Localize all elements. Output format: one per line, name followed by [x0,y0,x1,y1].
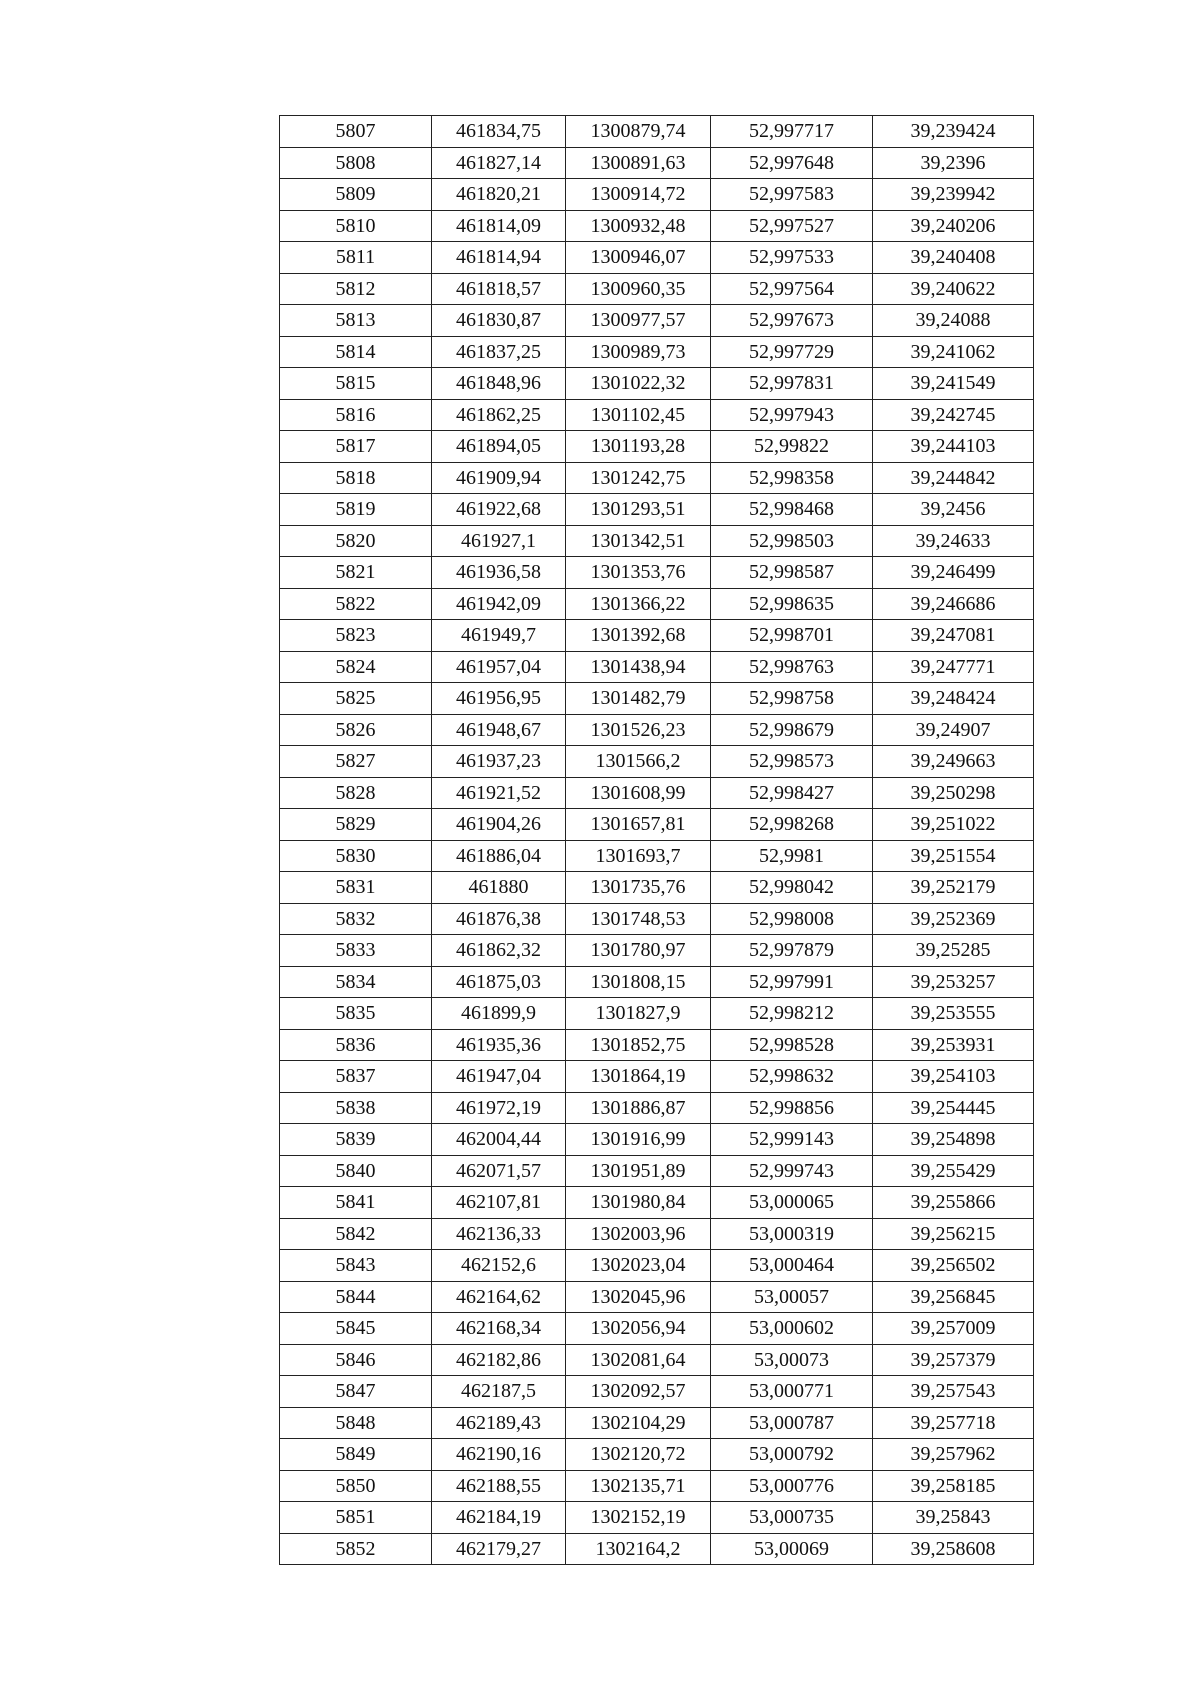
x-coordinate-cell: 461814,09 [432,210,566,242]
longitude-cell: 39,247081 [873,620,1034,652]
table-row [280,1533,1034,1565]
latitude-cell: 52,997831 [711,368,873,400]
table-row [280,1061,1034,1093]
x-coordinate-cell: 461848,96 [432,368,566,400]
table-row [280,903,1034,935]
x-coordinate-cell: 461949,7 [432,620,566,652]
longitude-cell: 39,257718 [873,1407,1034,1439]
y-coordinate-cell: 1300989,73 [566,336,711,368]
table-row [280,1092,1034,1124]
longitude-cell: 39,241549 [873,368,1034,400]
y-coordinate-cell: 1302164,2 [566,1533,711,1565]
longitude-cell: 39,258185 [873,1470,1034,1502]
y-coordinate-cell: 1301242,75 [566,462,711,494]
x-coordinate-cell: 461935,36 [432,1029,566,1061]
point-number-cell: 5838 [280,1092,432,1124]
table-row [280,1407,1034,1439]
table-row [280,1344,1034,1376]
latitude-cell: 53,00069 [711,1533,873,1565]
coordinates-table-body [280,116,1034,1565]
table-row [280,399,1034,431]
point-number-cell: 5817 [280,431,432,463]
longitude-cell: 39,253931 [873,1029,1034,1061]
point-number-cell: 5827 [280,746,432,778]
longitude-cell: 39,251022 [873,809,1034,841]
longitude-cell: 39,254898 [873,1124,1034,1156]
table-row [280,1187,1034,1219]
x-coordinate-cell: 461880 [432,872,566,904]
y-coordinate-cell: 1302135,71 [566,1470,711,1502]
y-coordinate-cell: 1300879,74 [566,116,711,148]
y-coordinate-cell: 1301748,53 [566,903,711,935]
y-coordinate-cell: 1301780,97 [566,935,711,967]
latitude-cell: 53,000464 [711,1250,873,1282]
point-number-cell: 5850 [280,1470,432,1502]
table-row [280,557,1034,589]
table-row [280,305,1034,337]
x-coordinate-cell: 462188,55 [432,1470,566,1502]
point-number-cell: 5819 [280,494,432,526]
x-coordinate-cell: 462189,43 [432,1407,566,1439]
point-number-cell: 5826 [280,714,432,746]
y-coordinate-cell: 1300932,48 [566,210,711,242]
point-number-cell: 5851 [280,1502,432,1534]
table-row [280,998,1034,1030]
latitude-cell: 52,997533 [711,242,873,274]
latitude-cell: 53,000771 [711,1376,873,1408]
y-coordinate-cell: 1302104,29 [566,1407,711,1439]
point-number-cell: 5828 [280,777,432,809]
y-coordinate-cell: 1302003,96 [566,1218,711,1250]
point-number-cell: 5810 [280,210,432,242]
x-coordinate-cell: 461899,9 [432,998,566,1030]
point-number-cell: 5847 [280,1376,432,1408]
longitude-cell: 39,24088 [873,305,1034,337]
x-coordinate-cell: 461827,14 [432,147,566,179]
point-number-cell: 5823 [280,620,432,652]
latitude-cell: 52,998573 [711,746,873,778]
y-coordinate-cell: 1301693,7 [566,840,711,872]
point-number-cell: 5848 [280,1407,432,1439]
y-coordinate-cell: 1300960,35 [566,273,711,305]
y-coordinate-cell: 1301864,19 [566,1061,711,1093]
x-coordinate-cell: 461956,95 [432,683,566,715]
longitude-cell: 39,242745 [873,399,1034,431]
table-row [280,116,1034,148]
y-coordinate-cell: 1301566,2 [566,746,711,778]
y-coordinate-cell: 1302056,94 [566,1313,711,1345]
latitude-cell: 52,998008 [711,903,873,935]
longitude-cell: 39,255429 [873,1155,1034,1187]
latitude-cell: 52,998268 [711,809,873,841]
longitude-cell: 39,2396 [873,147,1034,179]
y-coordinate-cell: 1300914,72 [566,179,711,211]
y-coordinate-cell: 1301293,51 [566,494,711,526]
table-row [280,368,1034,400]
latitude-cell: 53,000602 [711,1313,873,1345]
point-number-cell: 5813 [280,305,432,337]
latitude-cell: 52,997729 [711,336,873,368]
x-coordinate-cell: 462164,62 [432,1281,566,1313]
longitude-cell: 39,24633 [873,525,1034,557]
x-coordinate-cell: 461904,26 [432,809,566,841]
latitude-cell: 52,997648 [711,147,873,179]
longitude-cell: 39,256502 [873,1250,1034,1282]
table-row [280,1439,1034,1471]
table-row [280,966,1034,998]
point-number-cell: 5830 [280,840,432,872]
table-row [280,714,1034,746]
y-coordinate-cell: 1300891,63 [566,147,711,179]
x-coordinate-cell: 461921,52 [432,777,566,809]
table-row [280,525,1034,557]
point-number-cell: 5809 [280,179,432,211]
latitude-cell: 52,998763 [711,651,873,683]
latitude-cell: 52,997991 [711,966,873,998]
table-row [280,1029,1034,1061]
longitude-cell: 39,251554 [873,840,1034,872]
longitude-cell: 39,25285 [873,935,1034,967]
longitude-cell: 39,2456 [873,494,1034,526]
longitude-cell: 39,244103 [873,431,1034,463]
latitude-cell: 52,998587 [711,557,873,589]
longitude-cell: 39,257379 [873,1344,1034,1376]
y-coordinate-cell: 1302023,04 [566,1250,711,1282]
point-number-cell: 5836 [280,1029,432,1061]
y-coordinate-cell: 1301392,68 [566,620,711,652]
latitude-cell: 52,999143 [711,1124,873,1156]
x-coordinate-cell: 462190,16 [432,1439,566,1471]
latitude-cell: 52,998212 [711,998,873,1030]
latitude-cell: 52,999743 [711,1155,873,1187]
x-coordinate-cell: 462168,34 [432,1313,566,1345]
table-row [280,1218,1034,1250]
table-row [280,210,1034,242]
latitude-cell: 52,998701 [711,620,873,652]
table-row [280,620,1034,652]
y-coordinate-cell: 1301657,81 [566,809,711,841]
latitude-cell: 53,000065 [711,1187,873,1219]
point-number-cell: 5846 [280,1344,432,1376]
longitude-cell: 39,239942 [873,179,1034,211]
y-coordinate-cell: 1301353,76 [566,557,711,589]
x-coordinate-cell: 461927,1 [432,525,566,557]
y-coordinate-cell: 1301366,22 [566,588,711,620]
latitude-cell: 52,998635 [711,588,873,620]
x-coordinate-cell: 461837,25 [432,336,566,368]
x-coordinate-cell: 461922,68 [432,494,566,526]
longitude-cell: 39,257962 [873,1439,1034,1471]
table-row [280,746,1034,778]
point-number-cell: 5816 [280,399,432,431]
latitude-cell: 52,998758 [711,683,873,715]
point-number-cell: 5842 [280,1218,432,1250]
y-coordinate-cell: 1301022,32 [566,368,711,400]
point-number-cell: 5831 [280,872,432,904]
table-row [280,179,1034,211]
point-number-cell: 5829 [280,809,432,841]
x-coordinate-cell: 461909,94 [432,462,566,494]
x-coordinate-cell: 462182,86 [432,1344,566,1376]
x-coordinate-cell: 461894,05 [432,431,566,463]
point-number-cell: 5839 [280,1124,432,1156]
point-number-cell: 5818 [280,462,432,494]
y-coordinate-cell: 1301735,76 [566,872,711,904]
table-row [280,462,1034,494]
latitude-cell: 52,998528 [711,1029,873,1061]
point-number-cell: 5843 [280,1250,432,1282]
table-row [280,494,1034,526]
table-row [280,809,1034,841]
longitude-cell: 39,254445 [873,1092,1034,1124]
longitude-cell: 39,239424 [873,116,1034,148]
longitude-cell: 39,255866 [873,1187,1034,1219]
x-coordinate-cell: 462071,57 [432,1155,566,1187]
longitude-cell: 39,257543 [873,1376,1034,1408]
point-number-cell: 5837 [280,1061,432,1093]
table-row [280,651,1034,683]
latitude-cell: 53,00057 [711,1281,873,1313]
latitude-cell: 52,998042 [711,872,873,904]
x-coordinate-cell: 462187,5 [432,1376,566,1408]
y-coordinate-cell: 1302045,96 [566,1281,711,1313]
table-row [280,777,1034,809]
table-row [280,431,1034,463]
longitude-cell: 39,240622 [873,273,1034,305]
x-coordinate-cell: 462004,44 [432,1124,566,1156]
latitude-cell: 52,997879 [711,935,873,967]
table-row [280,1124,1034,1156]
x-coordinate-cell: 461937,23 [432,746,566,778]
x-coordinate-cell: 461875,03 [432,966,566,998]
latitude-cell: 53,000787 [711,1407,873,1439]
point-number-cell: 5808 [280,147,432,179]
y-coordinate-cell: 1301852,75 [566,1029,711,1061]
longitude-cell: 39,252369 [873,903,1034,935]
latitude-cell: 53,000792 [711,1439,873,1471]
longitude-cell: 39,250298 [873,777,1034,809]
x-coordinate-cell: 461834,75 [432,116,566,148]
latitude-cell: 52,997564 [711,273,873,305]
x-coordinate-cell: 462107,81 [432,1187,566,1219]
y-coordinate-cell: 1301951,89 [566,1155,711,1187]
y-coordinate-cell: 1301482,79 [566,683,711,715]
table-row [280,147,1034,179]
x-coordinate-cell: 461818,57 [432,273,566,305]
point-number-cell: 5822 [280,588,432,620]
point-number-cell: 5807 [280,116,432,148]
y-coordinate-cell: 1302120,72 [566,1439,711,1471]
table-row [280,1250,1034,1282]
y-coordinate-cell: 1301526,23 [566,714,711,746]
latitude-cell: 52,997717 [711,116,873,148]
longitude-cell: 39,247771 [873,651,1034,683]
x-coordinate-cell: 461862,25 [432,399,566,431]
point-number-cell: 5832 [280,903,432,935]
point-number-cell: 5835 [280,998,432,1030]
latitude-cell: 52,998427 [711,777,873,809]
latitude-cell: 53,000776 [711,1470,873,1502]
x-coordinate-cell: 462184,19 [432,1502,566,1534]
longitude-cell: 39,256215 [873,1218,1034,1250]
longitude-cell: 39,253257 [873,966,1034,998]
y-coordinate-cell: 1301193,28 [566,431,711,463]
y-coordinate-cell: 1302152,19 [566,1502,711,1534]
longitude-cell: 39,254103 [873,1061,1034,1093]
longitude-cell: 39,240408 [873,242,1034,274]
latitude-cell: 52,997673 [711,305,873,337]
y-coordinate-cell: 1300977,57 [566,305,711,337]
longitude-cell: 39,256845 [873,1281,1034,1313]
table-row [280,1281,1034,1313]
table-row [280,1470,1034,1502]
point-number-cell: 5849 [280,1439,432,1471]
latitude-cell: 53,000735 [711,1502,873,1534]
point-number-cell: 5841 [280,1187,432,1219]
x-coordinate-cell: 461820,21 [432,179,566,211]
point-number-cell: 5814 [280,336,432,368]
table-row [280,872,1034,904]
table-row [280,683,1034,715]
latitude-cell: 52,9981 [711,840,873,872]
table-row [280,1155,1034,1187]
longitude-cell: 39,25843 [873,1502,1034,1534]
y-coordinate-cell: 1301827,9 [566,998,711,1030]
table-row [280,273,1034,305]
longitude-cell: 39,241062 [873,336,1034,368]
x-coordinate-cell: 461948,67 [432,714,566,746]
table-row [280,840,1034,872]
longitude-cell: 39,257009 [873,1313,1034,1345]
y-coordinate-cell: 1301342,51 [566,525,711,557]
x-coordinate-cell: 461814,94 [432,242,566,274]
latitude-cell: 52,998632 [711,1061,873,1093]
point-number-cell: 5820 [280,525,432,557]
x-coordinate-cell: 461876,38 [432,903,566,935]
x-coordinate-cell: 461886,04 [432,840,566,872]
y-coordinate-cell: 1301808,15 [566,966,711,998]
point-number-cell: 5825 [280,683,432,715]
point-number-cell: 5821 [280,557,432,589]
point-number-cell: 5812 [280,273,432,305]
y-coordinate-cell: 1301608,99 [566,777,711,809]
table-row [280,242,1034,274]
longitude-cell: 39,240206 [873,210,1034,242]
table-row [280,336,1034,368]
latitude-cell: 53,00073 [711,1344,873,1376]
latitude-cell: 52,997943 [711,399,873,431]
x-coordinate-cell: 462136,33 [432,1218,566,1250]
latitude-cell: 52,998468 [711,494,873,526]
latitude-cell: 52,998503 [711,525,873,557]
y-coordinate-cell: 1302081,64 [566,1344,711,1376]
x-coordinate-cell: 461936,58 [432,557,566,589]
latitude-cell: 52,997527 [711,210,873,242]
y-coordinate-cell: 1301102,45 [566,399,711,431]
latitude-cell: 52,998358 [711,462,873,494]
table-row [280,935,1034,967]
table-row [280,1313,1034,1345]
y-coordinate-cell: 1301438,94 [566,651,711,683]
y-coordinate-cell: 1300946,07 [566,242,711,274]
longitude-cell: 39,253555 [873,998,1034,1030]
y-coordinate-cell: 1301980,84 [566,1187,711,1219]
x-coordinate-cell: 461957,04 [432,651,566,683]
point-number-cell: 5824 [280,651,432,683]
point-number-cell: 5811 [280,242,432,274]
latitude-cell: 52,998679 [711,714,873,746]
longitude-cell: 39,244842 [873,462,1034,494]
longitude-cell: 39,246499 [873,557,1034,589]
y-coordinate-cell: 1301916,99 [566,1124,711,1156]
point-number-cell: 5815 [280,368,432,400]
x-coordinate-cell: 461942,09 [432,588,566,620]
latitude-cell: 52,99822 [711,431,873,463]
longitude-cell: 39,249663 [873,746,1034,778]
latitude-cell: 53,000319 [711,1218,873,1250]
longitude-cell: 39,252179 [873,872,1034,904]
latitude-cell: 52,998856 [711,1092,873,1124]
y-coordinate-cell: 1302092,57 [566,1376,711,1408]
point-number-cell: 5840 [280,1155,432,1187]
table-row [280,588,1034,620]
point-number-cell: 5845 [280,1313,432,1345]
x-coordinate-cell: 461972,19 [432,1092,566,1124]
y-coordinate-cell: 1301886,87 [566,1092,711,1124]
x-coordinate-cell: 461830,87 [432,305,566,337]
x-coordinate-cell: 462152,6 [432,1250,566,1282]
longitude-cell: 39,24907 [873,714,1034,746]
x-coordinate-cell: 461947,04 [432,1061,566,1093]
x-coordinate-cell: 461862,32 [432,935,566,967]
longitude-cell: 39,248424 [873,683,1034,715]
point-number-cell: 5833 [280,935,432,967]
longitude-cell: 39,246686 [873,588,1034,620]
point-number-cell: 5834 [280,966,432,998]
point-number-cell: 5852 [280,1533,432,1565]
point-number-cell: 5844 [280,1281,432,1313]
table-row [280,1502,1034,1534]
table-row [280,1376,1034,1408]
latitude-cell: 52,997583 [711,179,873,211]
coordinates-table [279,115,1034,1565]
longitude-cell: 39,258608 [873,1533,1034,1565]
x-coordinate-cell: 462179,27 [432,1533,566,1565]
